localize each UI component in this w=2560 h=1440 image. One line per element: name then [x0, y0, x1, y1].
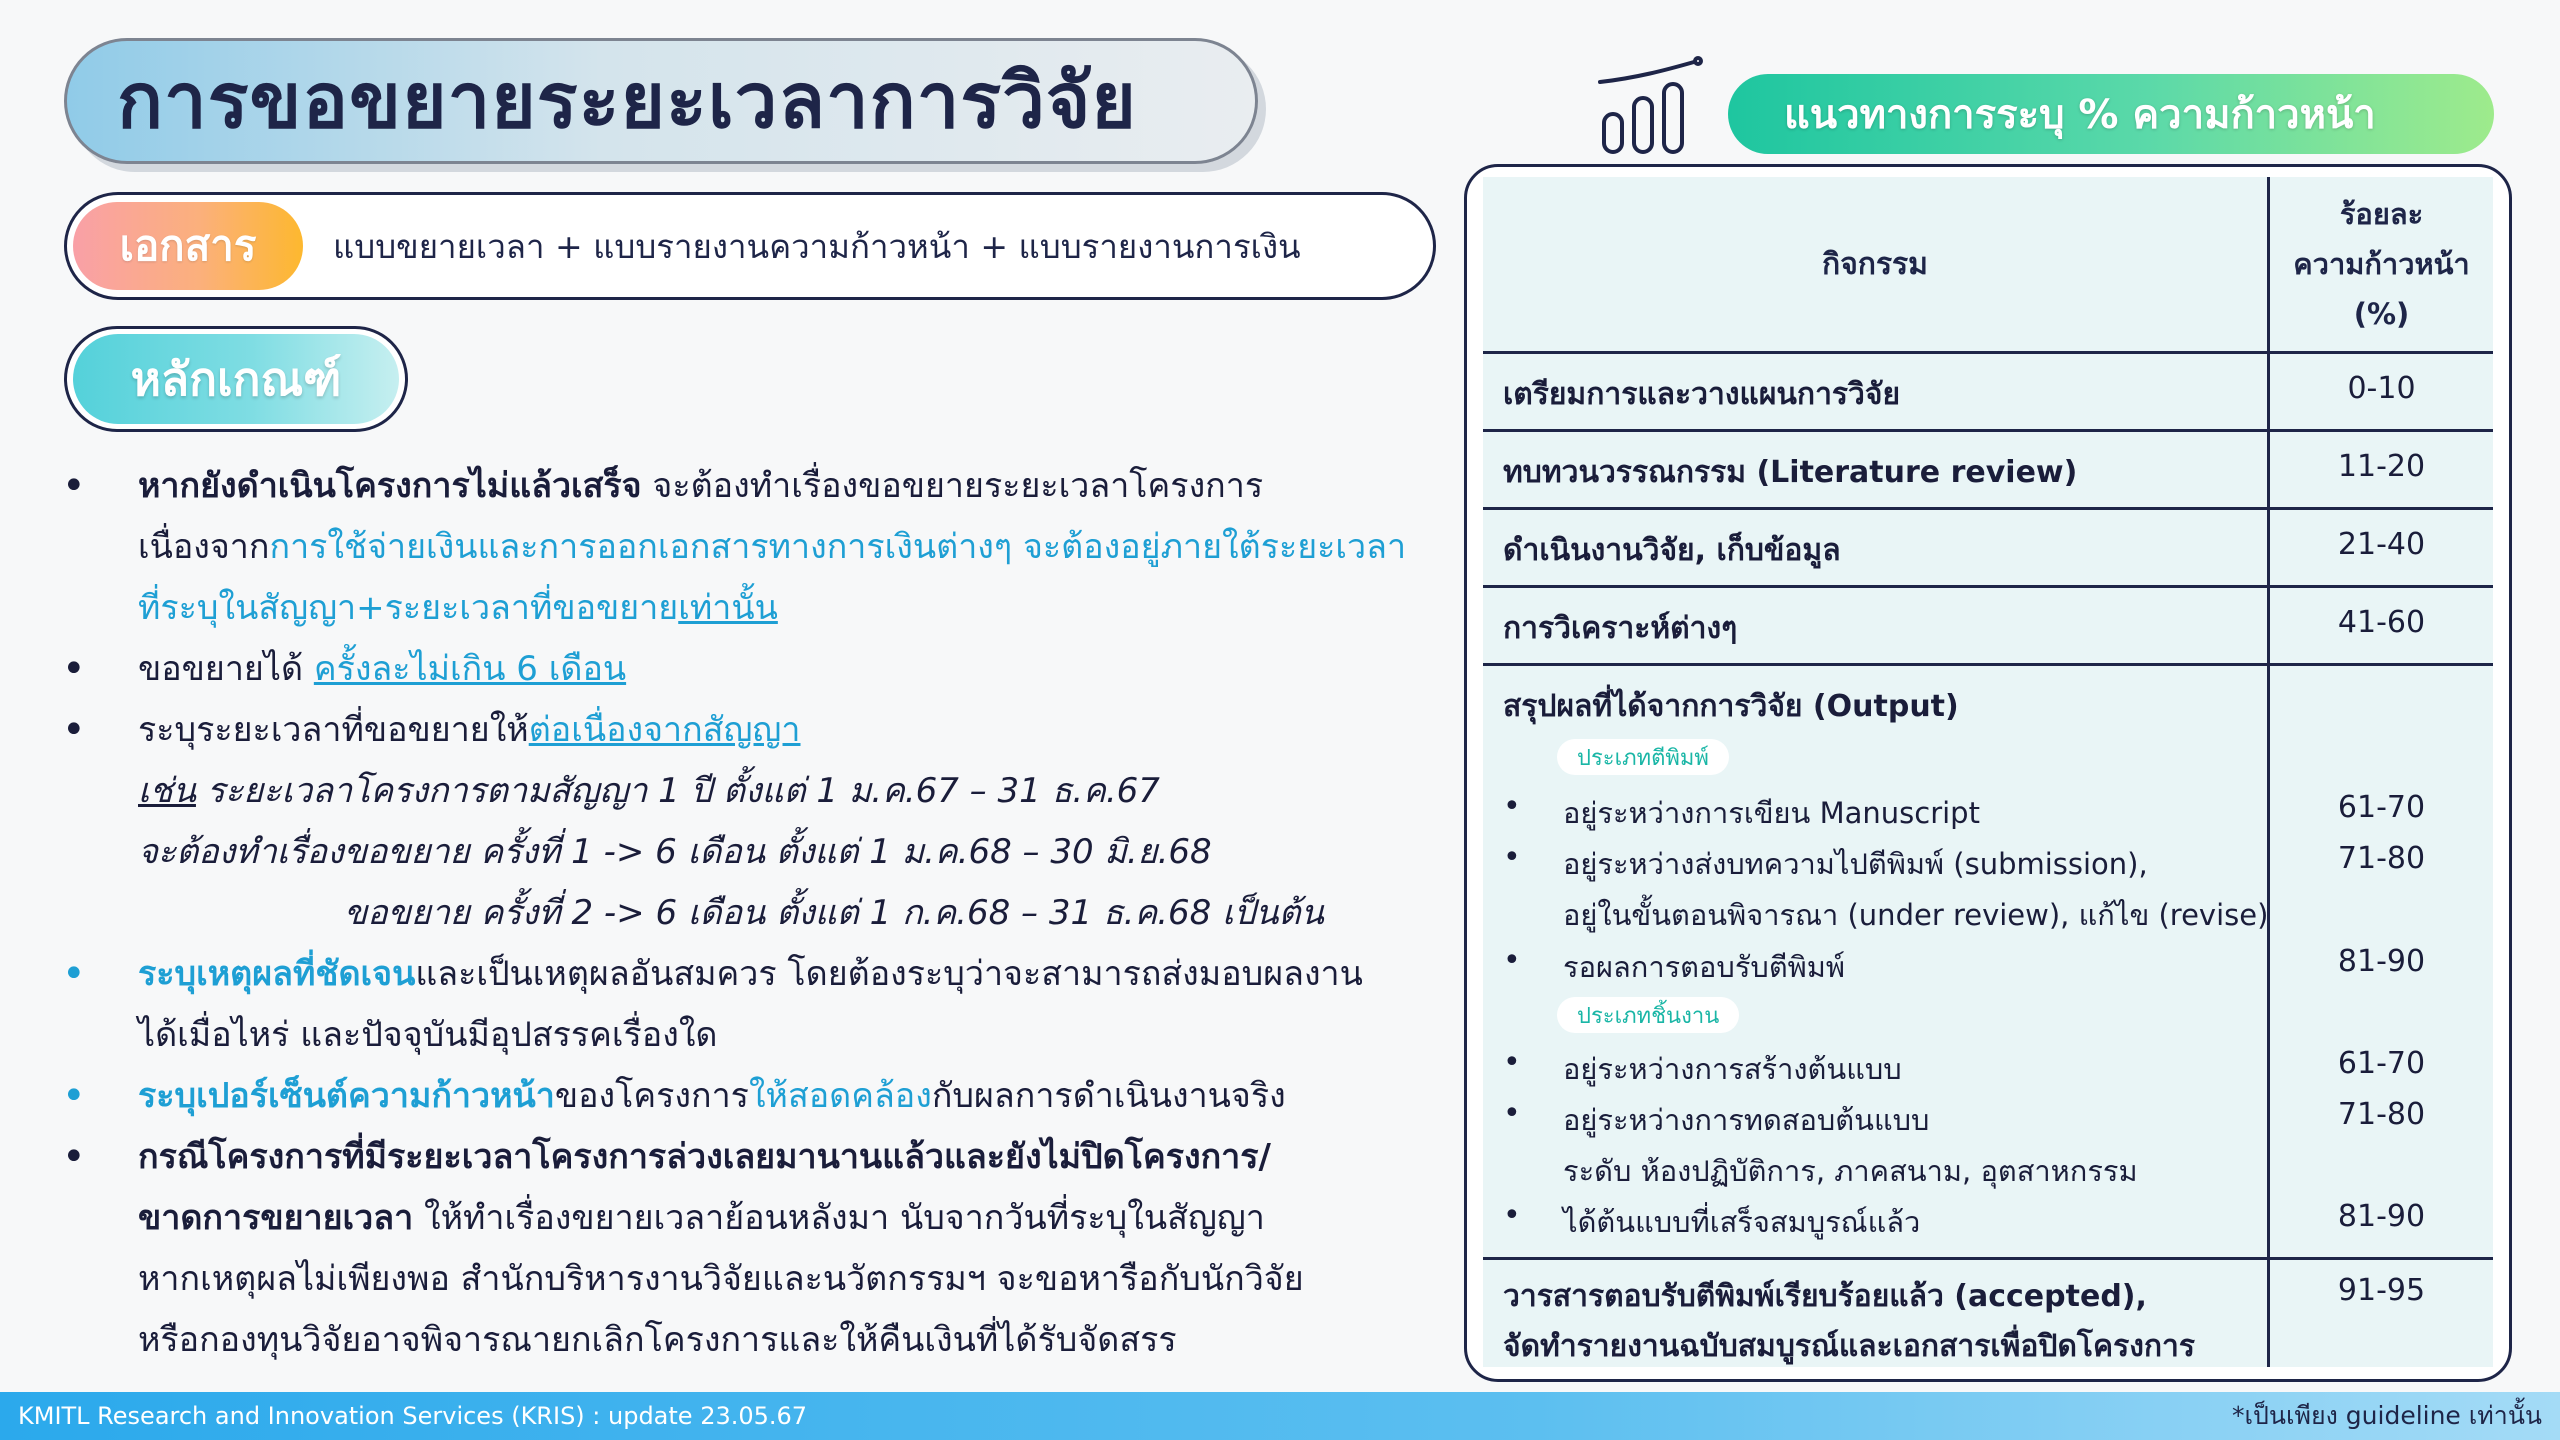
title-banner [64, 38, 1258, 164]
criteria-item-4-line-2: ได้เมื่อไหร่ และปัจจุบันมีอุปสรรคเรื่องใด [138, 1015, 718, 1055]
example-label: เช่น [138, 771, 196, 811]
footer-credit: KMITL Research and Innovation Services (KRIS) : update 23.05.67 [18, 1402, 808, 1430]
item-text: และเป็นเหตุผลอันสมควร โดยต้องระบุว่าจะสามารถส่งมอบผลงาน [415, 954, 1363, 994]
row-activity: เตรียมการและวางแผนการวิจัย [1503, 377, 1901, 412]
row-percent: 0-10 [2347, 371, 2416, 406]
bullet-dot: • [62, 646, 86, 692]
criteria-item-2 [58, 639, 1448, 700]
output-heading: สรุปผลที่ได้จากการวิจัย (Output) [1503, 689, 1959, 724]
item-text: ขอขยายได้ [138, 649, 314, 689]
item-bold: หากยังดำเนินโครงการไม่แล้วเสร็จ [138, 466, 642, 506]
item-highlight: การใช้จ่ายเงินและการออกเอกสารทางการเงินต่างๆ จะต้องอยู่ภายใต้ระยะเวลา [269, 527, 1407, 567]
row-divider [1483, 351, 2493, 354]
output-percent: 71-80 [2337, 841, 2426, 876]
chart-growth-icon [1596, 56, 1714, 156]
output-item: อยู่ระหว่างส่งบทความไปตีพิมพ์ (submission), [1563, 847, 2148, 881]
item-underline: ครั้งละไม่เกิน 6 เดือน [313, 649, 627, 689]
progress-table [1464, 164, 2512, 1382]
row-divider [1483, 663, 2493, 666]
tag-work: ประเภทชิ้นงาน [1557, 997, 1739, 1033]
row-activity: ดำเนินงานวิจัย, เก็บข้อมูล [1503, 533, 1841, 568]
output-item-cont: อยู่ในขั้นตอนพิจารณา (under review), แก้ไข (revise) [1563, 898, 2269, 932]
output-item: รอผลการตอบรับตีพิมพ์ [1563, 950, 1845, 984]
footer-note: *เป็นเพียง guideline เท่านั้น [2231, 1401, 2542, 1430]
item-text: เนื่องจาก [138, 527, 270, 567]
criteria-item-6-line-3: หากเหตุผลไม่เพียงพอ สำนักบริหารงานวิจัยและนวัตกรรมฯ จะขอหารือกับนักวิจัย [138, 1259, 1304, 1299]
row-percent: 21-40 [2337, 527, 2426, 562]
row-percent: 41-60 [2337, 605, 2426, 640]
item-text: จะต้องทำเรื่องขอขยายระยะเวลาโครงการ [641, 466, 1264, 506]
item-underline: ต่อเนื่องจากสัญญา [528, 710, 801, 750]
output-item: อยู่ระหว่างการทดสอบต้นแบบ [1563, 1103, 1930, 1137]
item-highlight: ระบุเปอร์เซ็นต์ความก้าวหน้า [138, 1076, 555, 1116]
criteria-tag: หลักเกณฑ์ [73, 334, 399, 424]
output-percent: 81-90 [2337, 944, 2426, 979]
bullet-dot: • [1503, 1198, 1521, 1233]
criteria-item-1-line-3 [58, 578, 1448, 639]
row-activity: การวิเคราะห์ต่างๆ [1503, 611, 1738, 646]
bullet-dot: • [62, 1134, 86, 1180]
bullet-dot: • [62, 463, 86, 509]
criteria-item-4 [58, 944, 1448, 1005]
criteria-list [58, 456, 1448, 1371]
criteria-pill [64, 326, 408, 432]
example-line-3: ขอขยาย ครั้งที่ 2 -> 6 เดือน ตั้งแต่ 1 ก.ค.68 – 31 ธ.ค.68 เป็นต้น [344, 893, 1324, 933]
row-divider [1483, 585, 2493, 588]
item-bold: กรณีโครงการที่มีระยะเวลาโครงการล่วงเลยมานานแล้วและยังไม่ปิดโครงการ/ [138, 1137, 1271, 1177]
output-item-cont: ระดับ ห้องปฏิบัติการ, ภาคสนาม, อุตสาหกรรม [1563, 1154, 2138, 1188]
item-bold: ขาดการขยายเวลา [138, 1198, 414, 1238]
criteria-item-5 [58, 1066, 1448, 1127]
row-percent: 11-20 [2337, 449, 2426, 484]
output-item: อยู่ระหว่างการเขียน Manuscript [1563, 796, 1980, 830]
bullet-dot: • [1503, 1096, 1521, 1131]
bullet-dot: • [1503, 1045, 1521, 1080]
column-divider [2267, 177, 2270, 1367]
header-activity: กิจกรรม [1822, 246, 1928, 282]
header-pct-line: ความก้าวหน้า [2293, 247, 2470, 281]
footer-bar [0, 1392, 2560, 1440]
documents-text: แบบขยายเวลา + แบบรายงานความก้าวหน้า + แบบรายงานการเงิน [333, 226, 1301, 266]
bullet-dot: • [62, 1073, 86, 1119]
header-percent [2270, 189, 2493, 339]
example-line-1 [58, 761, 1448, 822]
bullet-dot: • [1503, 943, 1521, 978]
criteria-item-6-line-2 [58, 1188, 1448, 1249]
item-text: กับผลการดำเนินงานจริง [931, 1076, 1286, 1116]
bullet-dot: • [62, 707, 86, 753]
table-body [1483, 177, 2493, 1367]
output-percent: 81-90 [2337, 1199, 2426, 1234]
header-pct-line: ร้อยละ [2339, 197, 2424, 231]
guide-title-pill [1728, 74, 2494, 154]
bullet-dot: • [1503, 840, 1521, 875]
final-percent: 91-95 [2337, 1273, 2426, 1308]
row-divider [1483, 507, 2493, 510]
output-item: ได้ต้นแบบที่เสร็จสมบูรณ์แล้ว [1563, 1205, 1921, 1239]
header-pct-line: (%) [2353, 297, 2410, 331]
output-item: อยู่ระหว่างการสร้างต้นแบบ [1563, 1052, 1902, 1086]
output-percent: 71-80 [2337, 1097, 2426, 1132]
bullet-dot: • [1503, 789, 1521, 824]
row-divider [1483, 1257, 2493, 1260]
criteria-item-3 [58, 700, 1448, 761]
item-highlight: ระบุเหตุผลที่ชัดเจน [138, 954, 416, 994]
criteria-item-1-line-2 [58, 517, 1448, 578]
documents-tag: เอกสาร [73, 202, 303, 290]
page-title: การขอขยายระยะเวลาการวิจัย [117, 56, 1137, 145]
final-line-1: วารสารตอบรับตีพิมพ์เรียบร้อยแล้ว (accepted), [1503, 1279, 2147, 1314]
item-highlight: ให้สอดคล้อง [748, 1076, 932, 1116]
criteria-item-6 [58, 1127, 1448, 1188]
item-text: ระบุระยะเวลาที่ขอขยายให้ [138, 710, 529, 750]
documents-row [64, 192, 1436, 300]
output-percent: 61-70 [2337, 1046, 2426, 1081]
output-percent: 61-70 [2337, 790, 2426, 825]
criteria-item-1 [58, 456, 1448, 517]
row-divider [1483, 429, 2493, 432]
example-line-2: จะต้องทำเรื่องขอขยาย ครั้งที่ 1 -> 6 เดือน ตั้งแต่ 1 ม.ค.68 – 30 มิ.ย.68 [138, 832, 1212, 872]
criteria-item-6-line-4: หรือกองทุนวิจัยอาจพิจารณายกเลิกโครงการและให้คืนเงินที่ได้รับจัดสรร [138, 1320, 1177, 1360]
item-text: ให้ทำเรื่องขยายเวลาย้อนหลังมา นับจากวันที่ระบุในสัญญา [413, 1198, 1265, 1238]
row-activity: ทบทวนวรรณกรรม (Literature review) [1503, 455, 2078, 490]
item-underline: เท่านั้น [678, 588, 778, 628]
final-line-2: จัดทำรายงานฉบับสมบูรณ์และเอกสารเพื่อปิดโครงการ [1503, 1329, 2195, 1364]
item-text: ของโครงการ [554, 1076, 749, 1116]
bullet-dot: • [62, 951, 86, 997]
tag-publish: ประเภทตีพิมพ์ [1557, 739, 1729, 775]
example-text: ระยะเวลาโครงการตามสัญญา 1 ปี ตั้งแต่ 1 ม.ค.67 – 31 ธ.ค.67 [195, 771, 1160, 811]
item-highlight: ที่ระบุในสัญญา+ระยะเวลาที่ขอขยาย [138, 588, 679, 628]
guide-title: แนวทางการระบุ % ความก้าวหน้า [1784, 92, 2376, 138]
